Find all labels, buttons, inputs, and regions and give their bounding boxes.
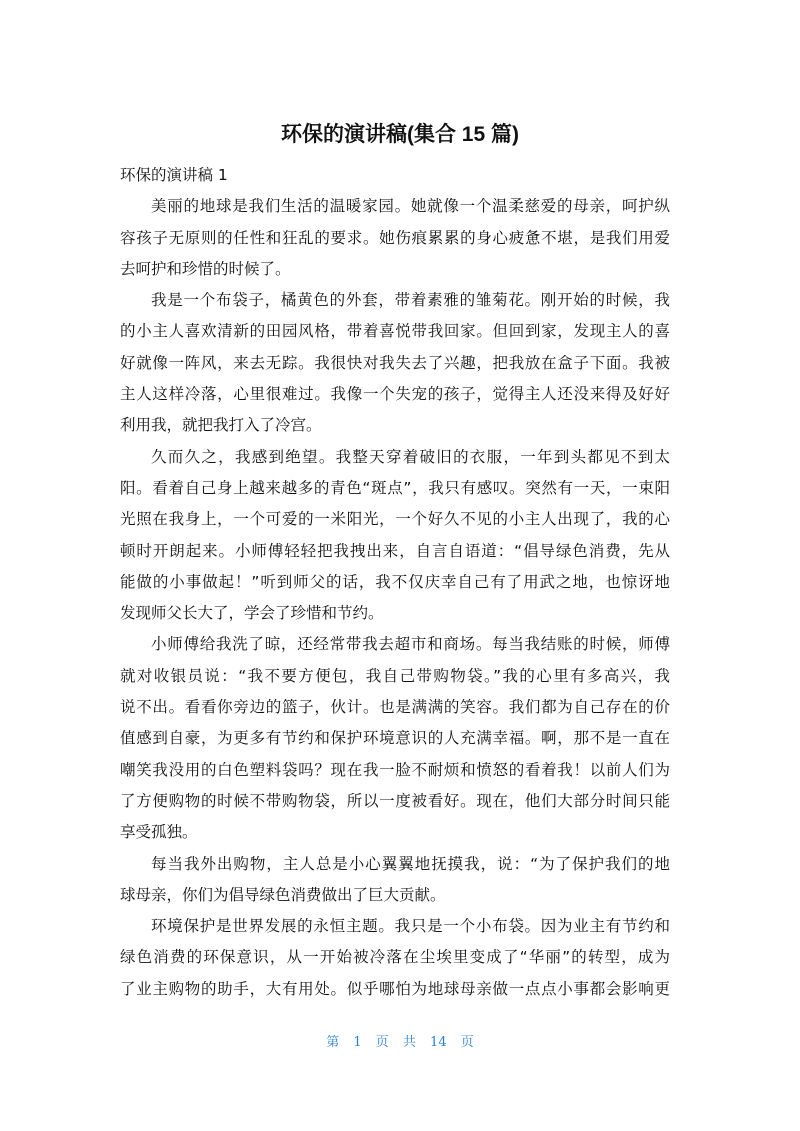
paragraph bbox=[120, 911, 670, 1005]
paragraph-line: 就对收银员说：“我不要方便包，我自己带购物袋。”我的心里有多高兴，我 bbox=[120, 666, 670, 685]
document-title: 环保的演讲稿(集合 15 篇) bbox=[280, 123, 519, 146]
paragraph-line: 值感到自豪，为更多有节约和保护环境意识的人充满幸福。啊，那不是一直在 bbox=[120, 729, 670, 748]
paragraph-line: 嘲笑我没用的白色塑料袋吗？现在我一脸不耐烦和愤怒的看着我！以前人们为 bbox=[120, 760, 670, 779]
paragraph-line: 能做的小事做起！”听到师父的话，我不仅庆幸自己有了用武之地，也惊讶地 bbox=[120, 572, 670, 591]
paragraph-line: 好就像一阵风，来去无踪。我很快对我失去了兴趣，把我放在盒子下面。我被 bbox=[120, 353, 670, 372]
paragraph-line: 说不出。看看你旁边的篮子，伙计。也是满满的笑容。我们都为自己存在的价 bbox=[120, 698, 670, 717]
section-heading: 环保的演讲稿 1 bbox=[120, 166, 228, 184]
paragraph-line: 利用我，就把我打入了冷宫。 bbox=[120, 416, 322, 435]
paragraph-line: 容孩子无原则的任性和狂乱的要求。她伤痕累累的身心疲惫不堪，是我们用爱 bbox=[120, 228, 670, 247]
paragraph-line: 球母亲，你们为倡导绿色消费做出了巨大贡献。 bbox=[120, 885, 446, 904]
paragraph-line: 顿时开朗起来。小师傅轻轻把我拽出来，自言自语道：“倡导绿色消费，先从 bbox=[120, 541, 670, 560]
paragraph bbox=[120, 849, 670, 912]
paragraph-line: 每当我外出购物，主人总是小心翼翼地抚摸我，说：“为了保护我们的地 bbox=[151, 854, 670, 873]
paragraph-line: 了方便购物的时候不带购物袋，所以一度被看好。现在，他们大部分时间只能 bbox=[120, 791, 670, 810]
paragraph-line: 环境保护是世界发展的永恒主题。我只是一个小布袋。因为业主有节约和 bbox=[151, 917, 670, 936]
paragraph-line: 我是一个布袋子，橘黄色的外套，带着素雅的雏菊花。刚开始的时候，我 bbox=[151, 291, 670, 310]
paragraph bbox=[120, 285, 670, 441]
paragraph-line: 阳。看着自己身上越来越多的青色“斑点”，我只有感叹。突然有一天，一束阳 bbox=[120, 478, 670, 497]
paragraph-line: 的小主人喜欢清新的田园风格，带着喜悦带我回家。但回到家，发现主人的喜 bbox=[120, 322, 670, 341]
paragraph-line: 发现师父长大了，学会了珍惜和节约。 bbox=[120, 604, 384, 623]
paragraph bbox=[120, 629, 670, 848]
paragraph bbox=[120, 442, 670, 630]
paragraph-line: 小师傅给我洗了晾，还经常带我去超市和商场。每当我结账的时候，师傅 bbox=[151, 635, 670, 654]
paragraph bbox=[120, 191, 670, 285]
paragraphs bbox=[120, 191, 670, 1005]
paragraph-line: 主人这样冷落，心里很难过。我像一个失宠的孩子，觉得主人还没来得及好好 bbox=[120, 385, 670, 404]
paragraph-line: 去呵护和珍惜的时候了。 bbox=[120, 259, 291, 278]
paragraph-line: 了业主购物的助手，大有用处。似乎哪怕为地球母亲做一点点小事都会影响更 bbox=[120, 979, 670, 998]
paragraph-line: 光照在我身上，一个可爱的一米阳光，一个好久不见的小主人出现了，我的心 bbox=[120, 510, 670, 529]
document-body bbox=[120, 160, 670, 1005]
paragraph-line: 美丽的地球是我们生活的温暖家园。她就像一个温柔慈爱的母亲，呵护纵 bbox=[151, 197, 670, 216]
paragraph-line: 久而久之，我感到绝望。我整天穿着破旧的衣服，一年到头都见不到太 bbox=[151, 447, 670, 466]
paragraph-line: 享受孤独。 bbox=[120, 823, 198, 842]
page-footer: 第 1 页 共 14 页 bbox=[326, 1035, 474, 1050]
paragraph-line: 绿色消费的环保意识，从一开始被冷落在尘埃里变成了“华丽”的转型，成为 bbox=[120, 948, 670, 967]
